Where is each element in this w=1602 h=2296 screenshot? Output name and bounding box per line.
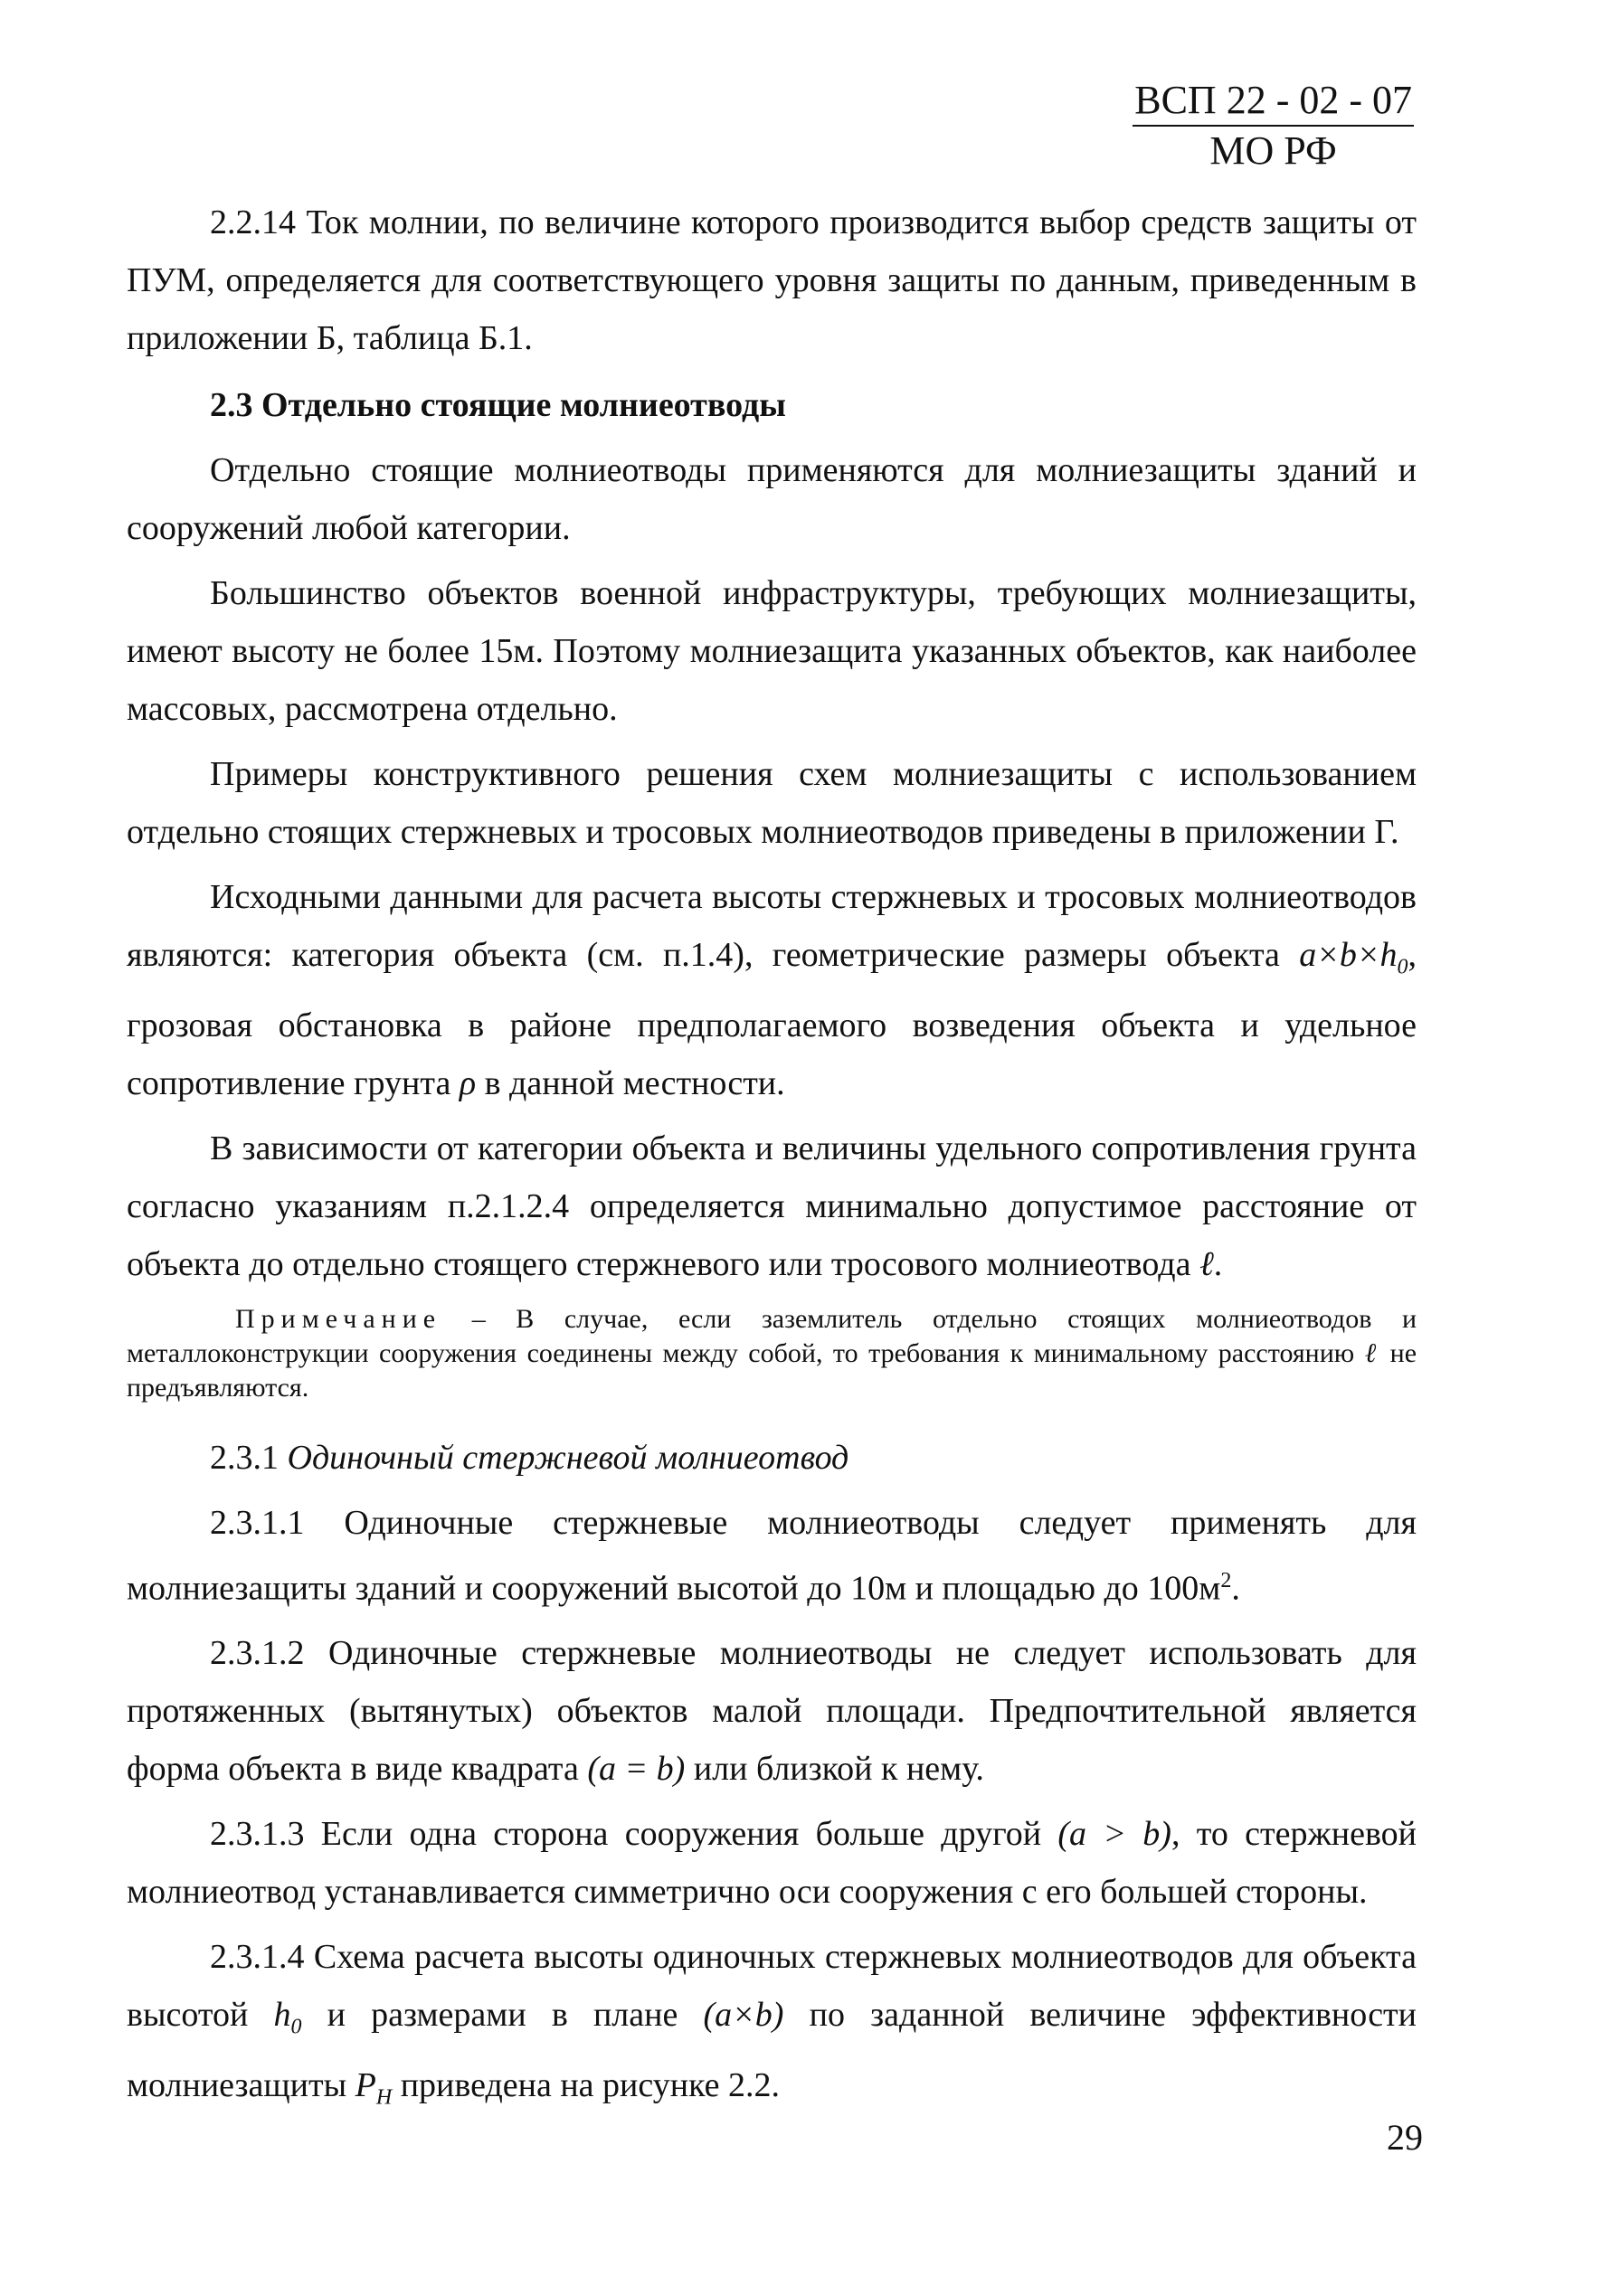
- dimensions-formula: a×b×h: [1299, 936, 1398, 974]
- paragraph-standalone-rods: Отдельно стоящие молниеотводы применяются для молниезащиты зданий и сооружений любой категории.: [127, 451, 1417, 547]
- square-formula: (a = b): [587, 1750, 686, 1789]
- inequality-formula: (a > b): [1057, 1815, 1171, 1854]
- document-body: [127, 194, 1417, 2126]
- page-number: 29: [1387, 2117, 1423, 2158]
- document-code: ВСП 22 - 02 - 07: [1133, 76, 1414, 127]
- paragraph-2-2-14: 2.2.14 Ток молнии, по величине которого производится выбор средств защиты от ПУМ, определяется для соответствующего уровня защиты по данным, приведенным в приложении Б, таблица Б.1.: [127, 203, 1417, 357]
- document-header: [1133, 76, 1414, 175]
- organization-label: МО РФ: [1209, 128, 1337, 173]
- paragraph-initial-data: Исходными данными для расчета высоты стержневых и тросовых молниеотводов являются: категория объекта (см. п.1.4), геометрические размеры объекта $a\times b\times h_0$, грозовая обстановка в районе предполагаемого возведения объекта и удельное сопротивление грунта ρ в данной местности.: [127, 878, 1417, 1102]
- rho-symbol: ρ: [459, 1063, 477, 1102]
- paragraph-2-3-1-4: 2.3.1.4 Схема расчета высоты одиночных стержневых молниеотводов для объекта высотой $h_0$ и размерами в плане (a×b) по заданной величине эффективности молниезащиты $P_H$ приведена на рисунке 2.2.: [127, 1938, 1417, 2110]
- section-heading-2-3: 2.3 Отдельно стоящие молниеотводы: [210, 386, 786, 424]
- paragraph-2-3-1-3: 2.3.1.3 Если одна сторона сооружения больше другой (a > b), то стержневой молниеотвод устанавливается симметрично оси сооружения с его большей стороны.: [127, 1815, 1417, 1912]
- ell-symbol: ℓ: [1199, 1244, 1214, 1283]
- subsection-heading-2-3-1: 2.3.1 Одиночный стержневой молниеотвод: [210, 1438, 849, 1477]
- note-block: Примечание – В случае, если заземлитель отдельно стоящих молниеотводов и металлоконструкции сооружения соединены между собой, то требования к минимальному расстоянию ℓ не предъявляются.: [127, 1303, 1417, 1403]
- paragraph-2-3-1-1: 2.3.1.1 Одиночные стержневые молниеотводы следует применять для молниезащиты зданий и сооружений высотой до 10м и площадью до $100м^2$.: [127, 1503, 1417, 1608]
- paragraph-2-3-1-2: 2.3.1.2 Одиночные стержневые молниеотводы не следует использовать для протяженных (вытянутых) объектов малой площади. Предпочтительной является форма объекта в виде квадрата (a = b) или близкой к нему.: [127, 1634, 1417, 1789]
- plan-size-formula: (a×b): [703, 1996, 784, 2035]
- note-label: Примечание: [235, 1303, 442, 1334]
- paragraph-examples: Примеры конструктивного решения схем молниезащиты с использованием отдельно стоящих стержневых и тросовых молниеотводов приведены в приложении Г.: [127, 755, 1417, 851]
- paragraph-min-distance: В зависимости от категории объекта и величины удельного сопротивления грунта согласно указаниям п.2.1.2.4 определяется минимально допустимое расстояние от объекта до отдельно стоящего стержневого или тросового молниеотвода ℓ.: [127, 1129, 1417, 1283]
- paragraph-military-objects: Большинство объектов военной инфраструктуры, требующих молниезащиты, имеют высоту не более 15м. Поэтому молниезащита указанных объектов, как наиболее массовых, рассмотрена отдельно.: [127, 574, 1417, 728]
